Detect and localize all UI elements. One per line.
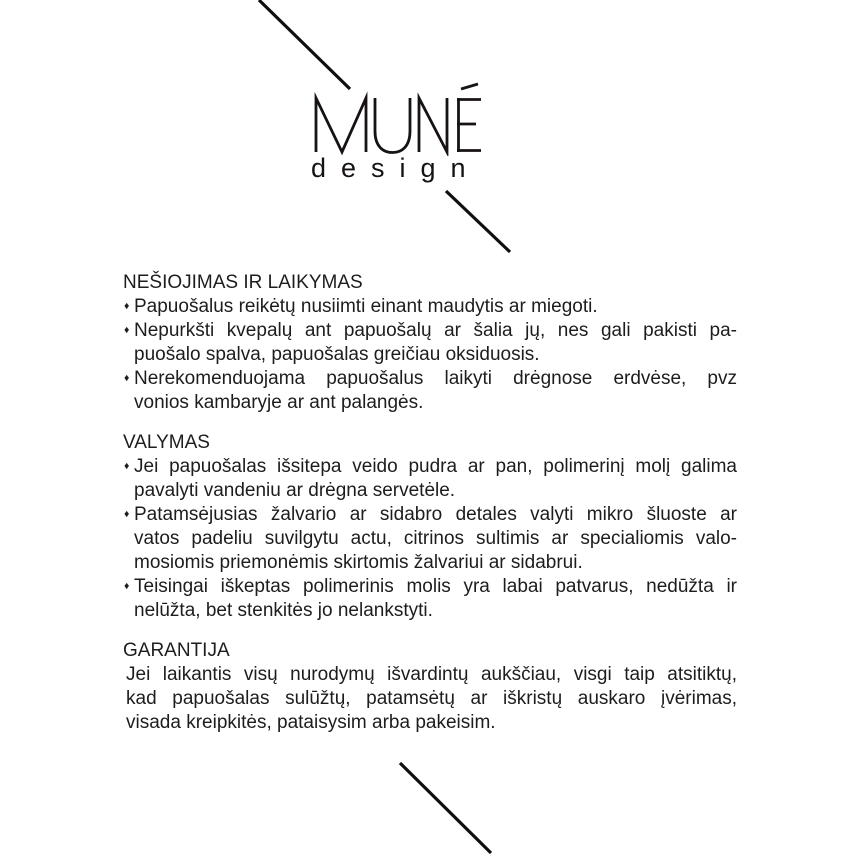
- text-line: Patamsėjusias žalvario ar sidabro detales valyti mikro šluoste ar: [134, 504, 737, 525]
- care-section: [123, 639, 737, 735]
- care-section: [123, 271, 737, 415]
- text-line: visada kreipkitės, pataisysim arba pakeisim.: [126, 712, 496, 733]
- bullet-item: [123, 575, 737, 623]
- text-line: Nerekomenduojama papuošalus laikyti drėgnose erdvėse, pvz: [134, 368, 737, 389]
- brand-subtitle: design: [311, 153, 481, 183]
- text-line: Teisingai iškeptas polimerinis molis yra labai patvarus, nedūžta ir: [134, 576, 737, 597]
- text-line: puošalo spalva, papuošalas greičiau oksiduosis.: [134, 344, 540, 365]
- diagonal-line: [446, 191, 510, 252]
- bullet-item: [123, 367, 737, 415]
- brand-wordmark-mune-icon: [312, 82, 484, 156]
- bullet-item: [123, 319, 737, 367]
- diagonal-line: [259, 0, 350, 89]
- letter-m: [316, 98, 366, 152]
- text-line: Nepurkšti kvepalų ant papuošalų ar šalia jų, nes gali pakisti pa-: [134, 320, 737, 341]
- text-line: Jei laikantis visų nurodymų išvardintų aukščiau, visgi taip atsitiktų,: [126, 664, 737, 685]
- bullet-diamond-icon: ♦: [124, 580, 130, 592]
- text-line: Jei papuošalas išsitepa veido pudra ar pan, polimerinį molį galima: [134, 456, 737, 477]
- brand-logo: [312, 82, 484, 192]
- care-sections: [123, 271, 737, 751]
- text-line: Papuošalus reikėtų nusiimti einant maudytis ar miegoti.: [134, 296, 598, 317]
- letter-e-acute: [457, 84, 481, 152]
- text-line: vatos padeliu suvilgytu actu, citrinos sultimis ar specialiomis valo-: [134, 528, 737, 549]
- text-line: vonios kambaryje ar ant palangės.: [134, 392, 424, 413]
- bullet-diamond-icon: ♦: [124, 324, 130, 336]
- section-heading: GARANTIJA: [123, 640, 230, 661]
- letter-n: [419, 98, 447, 152]
- text-line: mosiomis priemonėmis skirtomis žalvariui ar sidabrui.: [134, 552, 583, 573]
- text-line: kad papuošalas sulūžtų, patamsėtų ar iškristų auskaro įvėrimas,: [126, 688, 737, 709]
- letter-u: [375, 98, 410, 153]
- section-heading: VALYMAS: [123, 432, 210, 453]
- bullet-item: [123, 295, 737, 319]
- care-section: [123, 431, 737, 623]
- bullet-diamond-icon: ♦: [124, 372, 130, 384]
- text-line: pavalyti vandeniu ar drėgna servetėle.: [134, 480, 456, 501]
- bullet-diamond-icon: ♦: [124, 460, 130, 472]
- diagonal-line: [400, 763, 491, 853]
- bullet-item: [123, 455, 737, 503]
- text-line: nelūžta, bet stenkitės jo nelankstyti.: [134, 600, 433, 621]
- bullet-diamond-icon: ♦: [124, 508, 130, 520]
- section-heading: NEŠIOJIMAS IR LAIKYMAS: [123, 272, 363, 293]
- paragraph: [123, 663, 737, 735]
- bullet-diamond-icon: ♦: [124, 300, 130, 312]
- bullet-item: [123, 503, 737, 575]
